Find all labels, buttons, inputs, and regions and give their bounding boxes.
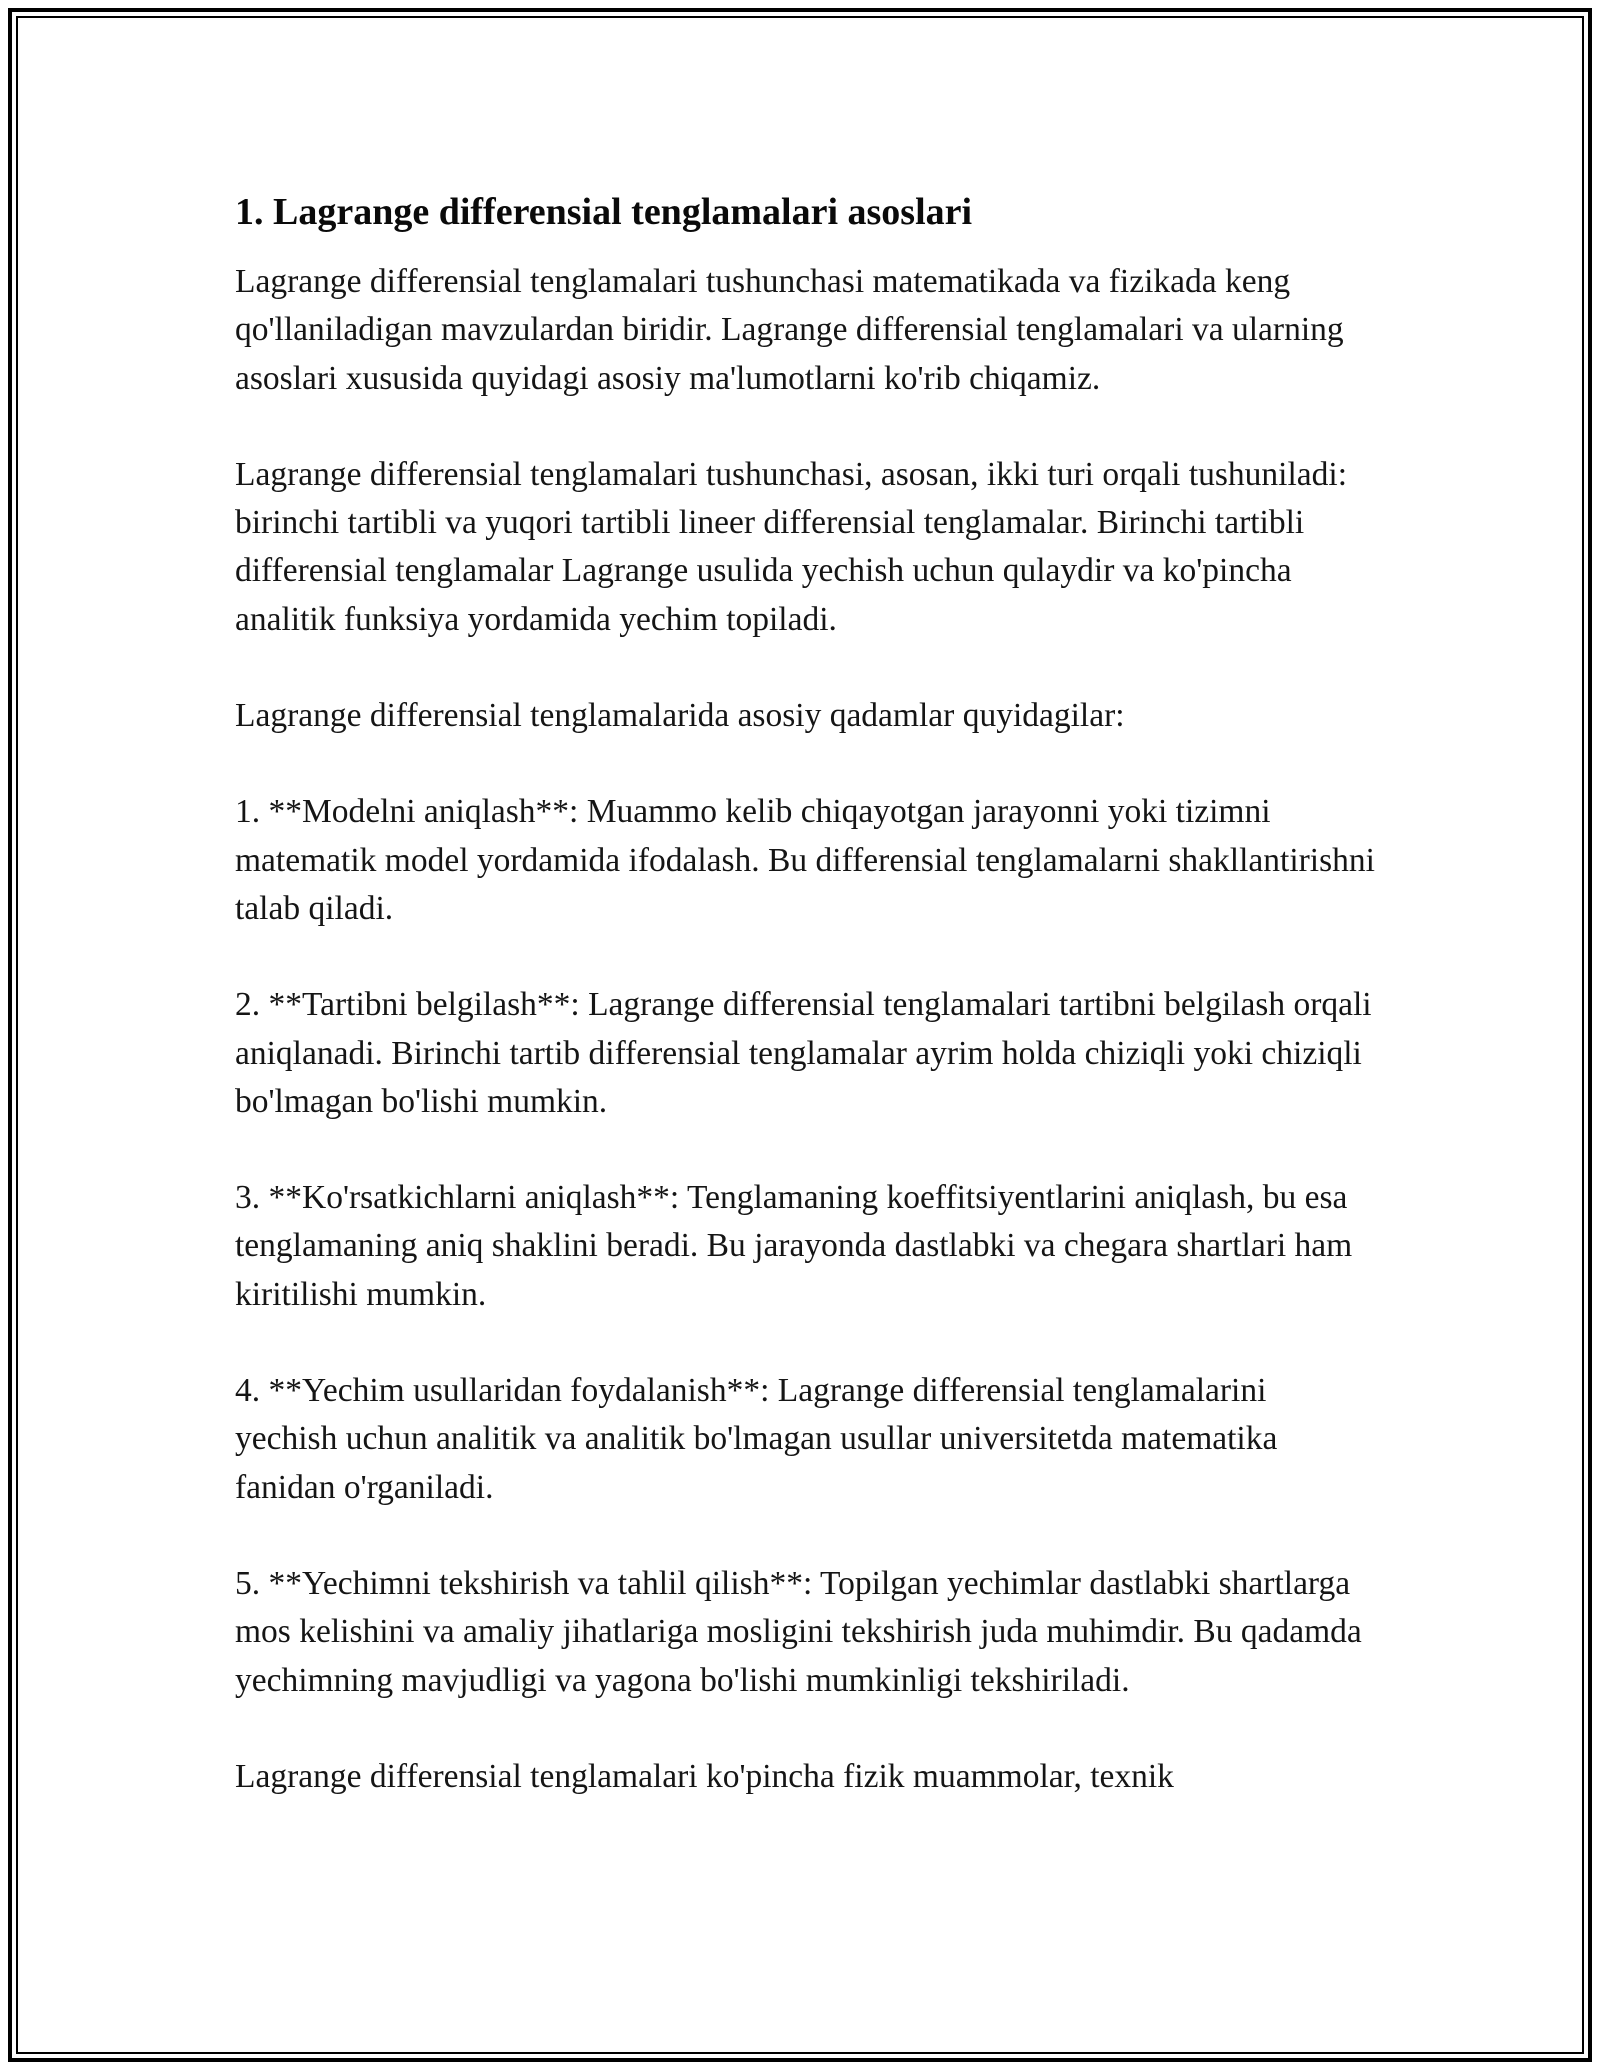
paragraph-closing: Lagrange differensial tenglamalari ko'pincha fizik muammolar, texnik xyxy=(235,1757,1174,1795)
list-item-step-5: 5. **Yechimni tekshirish va tahlil qilish**: Topilgan yechimlar dastlabki shartlarga mos kelishini va amaliy jihatlariga mosligini tekshirish juda muhimdir. Bu qadamda yechimning mavjudligi va yagona bo'lishi mumkinligi tekshiriladi. xyxy=(235,1564,1362,1699)
paragraph-steps-intro: Lagrange differensial tenglamalarida asosiy qadamlar quyidagilar: xyxy=(235,697,1125,735)
paragraph-types: Lagrange differensial tenglamalari tushunchasi, asosan, ikki turi orqali tushuniladi: birinchi tartibli va yuqori tartibli lineer differensial tenglamalar. Birinchi tartibli differensial tenglamalar Lagrange usulida yechish uchun qulaydir va ko'pincha analitik funksiya yordamida yechim topiladi. xyxy=(235,455,1348,638)
paragraph-intro: Lagrange differensial tenglamalari tushunchasi matematikada va fizikada keng qo'llaniladigan mavzulardan biridir. Lagrange differensial tenglamalari va ularning asoslari xususida quyidagi asosiy ma'lumotlarni ko'rib chiqamiz. xyxy=(235,263,1344,397)
list-item-step-4: 4. **Yechim usullaridan foydalanish**: Lagrange differensial tenglamalarini yechish uchun analitik va analitik bo'lmagan usullar universitetda matematika fanidan o'rganiladi. xyxy=(235,1372,1278,1506)
list-item-step-1: 1. **Modelni aniqlash**: Muammo kelib chiqayotgan jarayonni yoki tizimni matematik model yordamida ifodalash. Bu differensial tenglamalarni shakllantirishni talab qiladi. xyxy=(235,793,1375,927)
document-body xyxy=(235,188,1375,1849)
list-item-step-3: 3. **Ko'rsatkichlarni aniqlash**: Tenglamaning koeffitsiyentlarini aniqlash, bu esa tenglamaning aniq shaklini beradi. Bu jarayonda dastlabki va chegara shartlari ham kiritilishi mumkin. xyxy=(235,1179,1353,1313)
list-item-step-2: 2. **Tartibni belgilash**: Lagrange differensial tenglamalari tartibni belgilash orqali aniqlanadi. Birinchi tartib differensial tenglamalar ayrim holda chiziqli yoki chiziqli bo'lmagan bo'lishi mumkin. xyxy=(235,986,1372,1120)
section-heading: 1. Lagrange differensial tenglamalari asoslari xyxy=(235,191,973,233)
